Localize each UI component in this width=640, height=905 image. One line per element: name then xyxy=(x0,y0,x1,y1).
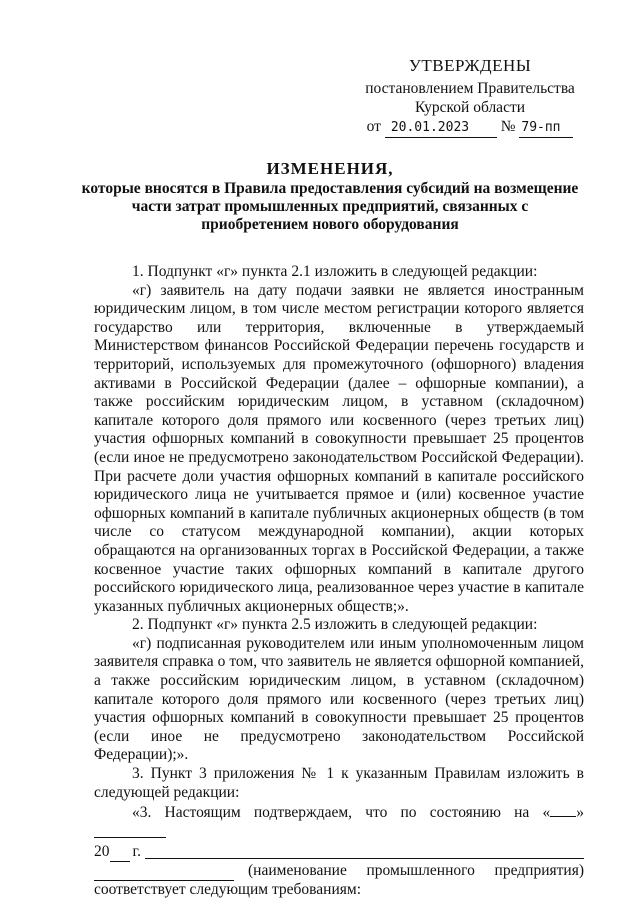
title-line-1: которые вносятся в Правила предоставления субсидий на возмещение xyxy=(81,180,579,197)
paragraph-1: 1. Подпункт «г» пункта 2.1 изложить в следующей редакции: xyxy=(132,263,538,280)
blank-year xyxy=(110,847,130,862)
approval-line-1: постановлением Правительства xyxy=(365,80,575,97)
paragraph-5: 3. Пункт 3 приложения № 1 к указанным Правилам изложить в следующей редакции: xyxy=(94,765,584,801)
approval-heading: УТВЕРЖДЕНЫ xyxy=(408,56,532,75)
document-title xyxy=(60,158,600,234)
approval-date-line xyxy=(350,117,590,138)
enterprise-name-line xyxy=(94,862,584,881)
paragraph-2: «г) заявитель на дату подачи заявки не является иностранным юридическим лицом, в том числе местом регистрации которого является государство или территория, включенные в утверждаемый Министерством финансов Российской Федерации перечень государств и территорий, используемых для промежуточного (офшорного) владения активами в Российской Федерации (далее – офшорные компании), а также российским юридическим лицом, в уставном (складочном) капитале которого доля прямого или косвенного (через третьих лиц) участия офшорных компаний в совокупности превышает 25 процентов (если иное не предусмотрено законодательством Российской Федерации). При расчете доли участия офшорных компаний в капитале российского юридического лица не учитывается прямое и (или) косвенное участие офшорных компаний в капитале публичных акционерных обществ (в том числе со статусом международной компании), акции которых обращаются на организованных торгах в Российской Федерации, а также косвенное участие таких офшорных компаний в капитале другого российского юридического лица, реализованное через участие в капитале указанных публичных акционерных обществ;». xyxy=(94,281,584,615)
label-word-1: (наименование xyxy=(248,862,347,879)
date-value: 20.01.2023 xyxy=(385,118,497,138)
approval-line-2: Курской области xyxy=(414,99,526,116)
number-value: 79-пп xyxy=(519,118,573,138)
date-prefix: от xyxy=(366,118,381,135)
blank-month xyxy=(94,823,166,838)
document-body xyxy=(94,263,584,899)
number-prefix: № xyxy=(500,118,516,135)
blank-day xyxy=(550,802,576,817)
blank-long-line xyxy=(145,844,584,859)
title-main: ИЗМЕНЕНИЯ, xyxy=(266,159,394,178)
year-suffix: г. xyxy=(132,843,141,861)
last-line: соответствует следующим требованиям: xyxy=(94,880,362,898)
label-word-3: предприятия) xyxy=(494,862,584,879)
label-word-2: промышленного xyxy=(366,862,475,879)
title-line-3: приобретением нового оборудования xyxy=(201,216,459,233)
paragraph-4: «г) подписанная руководителем или иным уполномоченным лицом заявителя справка о том, что заявитель не является офшорной компанией, а также российским юридическим лицом, в уставном (складочном) капитале которого доля прямого или косвенного (через третьих лиц) участия офшорных компаний в совокупности превышает 25 процентов (если иное не предусмотрено законодательством Российской Федерации);». xyxy=(94,634,584,764)
blank-enterprise xyxy=(94,866,234,881)
title-line-2: части затрат промышленных предприятий, связанных с xyxy=(131,198,529,215)
approval-stamp xyxy=(350,56,590,138)
year-line xyxy=(94,843,584,862)
paragraph-3: 2. Подпункт «г» пункта 2.5 изложить в следующей редакции: xyxy=(132,616,538,634)
paragraph-6-date-line: «3. Настоящим подтверждаем, что по состоянию на « » xyxy=(94,802,584,843)
year-prefix: 20 xyxy=(94,843,110,861)
